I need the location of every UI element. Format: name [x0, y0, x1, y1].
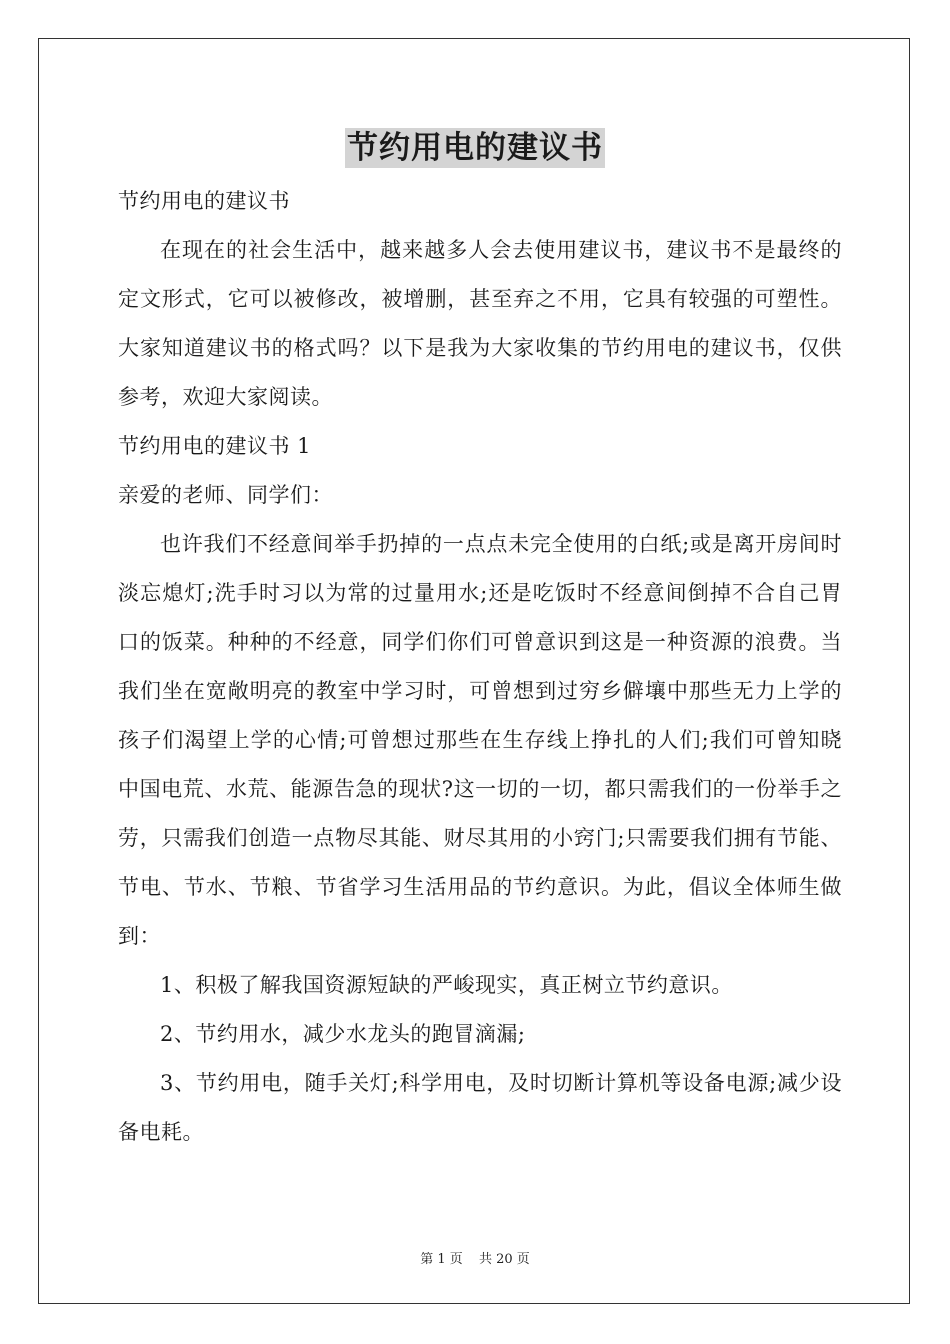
page-total: 共 20 页 [478, 1252, 530, 1267]
document-title-text: 节约用电的建议书 [347, 130, 603, 166]
subtitle-paragraph: 节约用电的建议书 [118, 189, 290, 213]
body-paragraph: 也许我们不经意间举手扔掉的一点点未完全使用的白纸;或是离开房间时淡忘熄灯;洗手时习以为常的过量用水;还是吃饭时不经意间倒掉不合自己胃口的饭菜。种种的不经意，同学们你们可曾意识到这是一种资源的浪费。当我们坐在宽敞明亮的教室中学习时，可曾想到过穷乡僻壤中那些无力上学的孩子们渴望上学的心情;可曾想过那些在生存线上挣扎的人们;我们可曾知晓中国电荒、水荒、能源告急的现状?这一切的一切，都只需我们的一份举手之劳，只需我们创造一点物尽其能、财尽其用的小窍门;只需要我们拥有节能、节电、节水、节粮、节省学习生活用品的节约意识。为此，倡议全体师生做到： [118, 532, 842, 948]
list-item-3: 3、节约用电，随手关灯;科学用电，及时切断计算机等设备电源;减少设备电耗。 [118, 1071, 842, 1144]
document-title [0, 128, 950, 168]
list-item-1: 1、积极了解我国资源短缺的严峻现实，真正树立节约意识。 [160, 973, 733, 997]
page-number: 第 1 页 [420, 1252, 463, 1267]
page-footer [0, 1248, 950, 1267]
document-body [118, 177, 842, 1157]
intro-paragraph: 在现在的社会生活中，越来越多人会去使用建议书，建议书不是最终的定文形式，它可以被修改，被增删，甚至弃之不用，它具有较强的可塑性。大家知道建议书的格式吗？以下是我为大家收集的节约用电的建议书，仅供参考，欢迎大家阅读。 [118, 238, 842, 409]
list-item-2: 2、节约用水，减少水龙头的跑冒滴漏; [160, 1022, 526, 1046]
section-heading: 节约用电的建议书 1 [118, 434, 312, 458]
salutation: 亲爱的老师、同学们： [118, 483, 333, 507]
